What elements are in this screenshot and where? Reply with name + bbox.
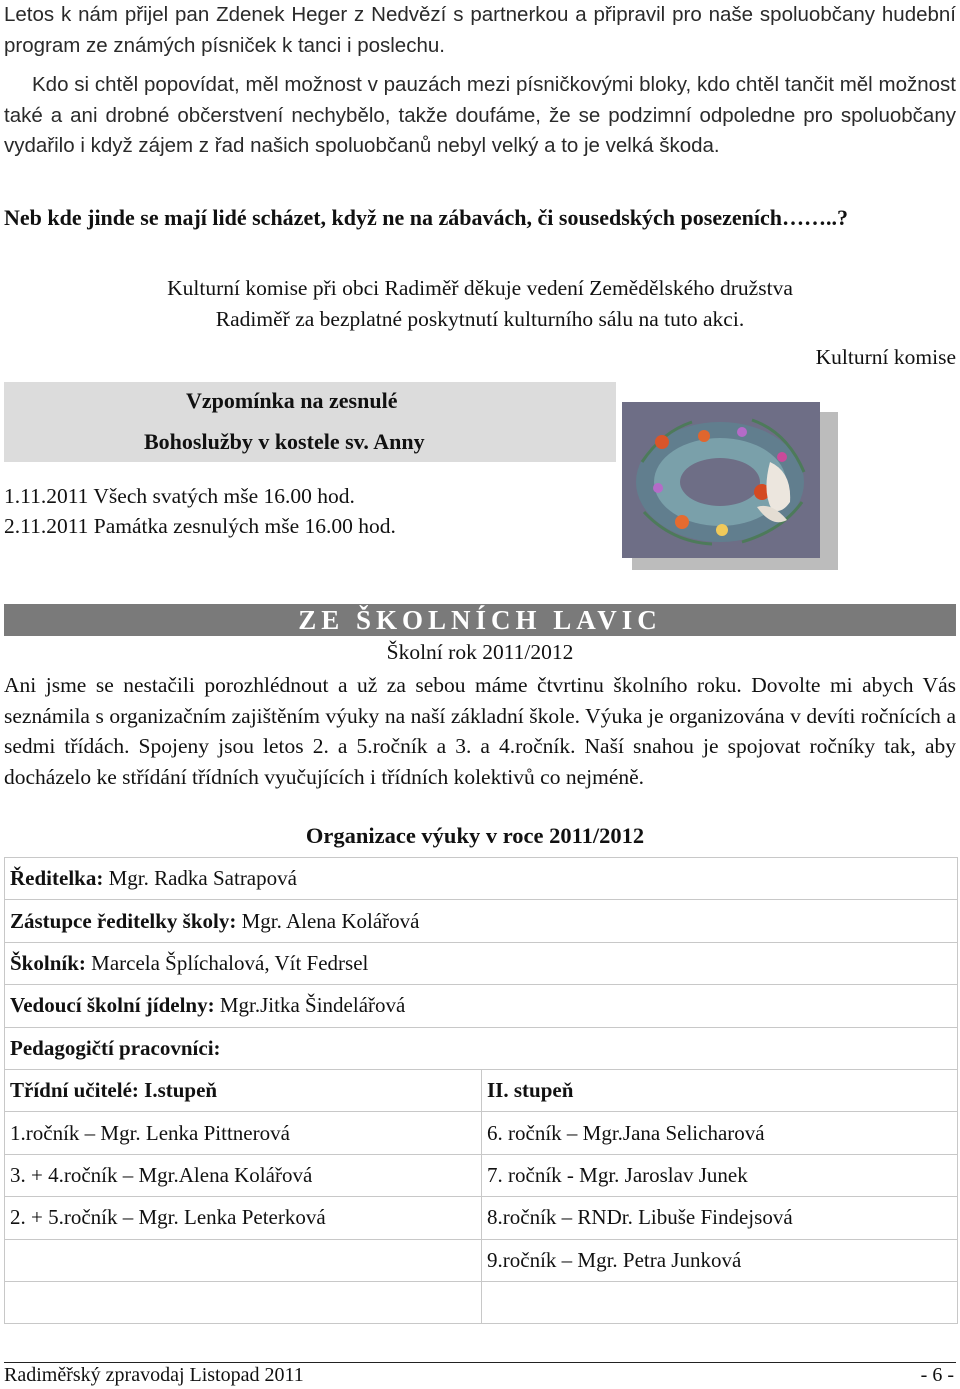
signature: Kulturní komise — [815, 345, 956, 369]
section-title: ZE ŠKOLNÍCH LAVIC — [298, 605, 662, 635]
school-body-paragraph: Ani jsme se nestačili porozhlédnout a už za sebou máme čtvrtinu školního roku. Dovolte mi abych Vás seznámila s organizačním zajištěním výuky na naší základní škole. Výuka je organizována v devíti ročnících a sedmi třídách. Spojeny jsou letos 2. a 5.ročník a 3. a 4.ročník. Naší snahou je spojovat ročníky tak, aby docházelo ke střídání třídních vyučujících i třídních kolektivů co nejméně. — [4, 673, 956, 789]
staff-row-director — [5, 858, 958, 900]
section-header-bar — [4, 604, 956, 636]
service-item: 1.11.2011 Všech svatých mše 16.00 hod. — [4, 484, 355, 508]
staff-row-deputy — [5, 900, 958, 942]
teachers-header-row — [5, 1069, 958, 1111]
staff-value: Mgr.Jitka Šindelářová — [214, 993, 406, 1018]
teacher-row — [5, 1239, 958, 1281]
teacher-row — [5, 1197, 958, 1239]
memorial-title: Vzpomínka na zesnulé — [186, 388, 398, 413]
staff-value: Mgr. Radka Satrapová — [103, 866, 297, 891]
service-item: 2.11.2011 Památka zesnulých mše 16.00 hod. — [4, 514, 396, 538]
footer-page-number: - 6 - — [920, 1364, 954, 1386]
staff-label: Pedagogičtí pracovníci: — [10, 1035, 221, 1060]
intro-paragraph-1: Letos k nám přijel pan Zdenek Heger z Nedvězí s partnerkou a připravil pro naše spoluobčany hudební program ze známých písniček k tanci i poslechu. — [4, 3, 956, 57]
wreath-photo — [622, 402, 820, 558]
footer-rule — [4, 1362, 956, 1363]
teacher-cell-right: 7. ročník - Mgr. Jaroslav Junek — [482, 1154, 958, 1196]
teacher-cell-left — [5, 1239, 482, 1281]
teacher-cell-left — [5, 1281, 482, 1323]
staff-label: Ředitelka: — [10, 866, 104, 891]
staff-value: Marcela Šplíchalová, Vít Fedrsel — [85, 950, 369, 975]
teacher-cell-right: 9.ročník – Mgr. Petra Junková — [482, 1239, 958, 1281]
school-year: Školní rok 2011/2012 — [386, 640, 574, 664]
footer-publication: Radiměřský zpravodaj Listopad 2011 — [4, 1364, 304, 1386]
staff-row-canteen — [5, 985, 958, 1027]
thanks-paragraph: Kulturní komise při obci Radiměř děkuje vedení Zemědělského družstva Radiměř za bezplatné poskytnutí kulturního sálu na tuto akci. — [167, 276, 793, 331]
staff-row-teachers-heading — [5, 1027, 958, 1069]
memorial-subtitle: Bohoslužby v kostele sv. Anny — [144, 429, 425, 454]
teacher-cell-left: 1.ročník – Mgr. Lenka Pittnerová — [5, 1112, 482, 1154]
wreath-image — [622, 402, 820, 558]
organization-title: Organizace výuky v roce 2011/2012 — [305, 823, 645, 848]
intro-paragraph-2: Kdo si chtěl popovídat, měl možnost v pauzách mezi písničkovými bloky, kdo chtěl tančit měl možnost také a ani drobné občerstvení nechybělo, takže doufáme, že se podzimní odpoledne pro spoluobčany vydařilo i když zájem z řad našich spoluobčanů nebyl velký a to je velká škoda. — [4, 73, 956, 157]
teacher-cell-left: 2. + 5.ročník – Mgr. Lenka Peterková — [5, 1197, 482, 1239]
teachers-header-left: Třídní učitelé: I.stupeň — [5, 1069, 482, 1111]
staff-label: Školník: — [10, 950, 86, 975]
teacher-row-empty — [5, 1281, 958, 1323]
staff-value: Mgr. Alena Kolářová — [236, 908, 420, 933]
staff-label: Zástupce ředitelky školy: — [10, 908, 237, 933]
staff-label: Vedoucí školní jídelny: — [10, 993, 215, 1018]
teacher-row — [5, 1154, 958, 1196]
staff-row-caretaker — [5, 942, 958, 984]
teacher-cell-left: 3. + 4.ročník – Mgr.Alena Kolářová — [5, 1154, 482, 1196]
teachers-header-right: II. stupeň — [482, 1069, 958, 1111]
teacher-cell-right — [482, 1281, 958, 1323]
intro-question: Neb kde jinde se mají lidé scházet, když ne na zábavách, či sousedských posezeních……..? — [4, 205, 848, 230]
teacher-cell-right: 8.ročník – RNDr. Libuše Findejsová — [482, 1197, 958, 1239]
teacher-row — [5, 1112, 958, 1154]
staff-table — [4, 857, 958, 1324]
teacher-cell-right: 6. ročník – Mgr.Jana Selicharová — [482, 1112, 958, 1154]
